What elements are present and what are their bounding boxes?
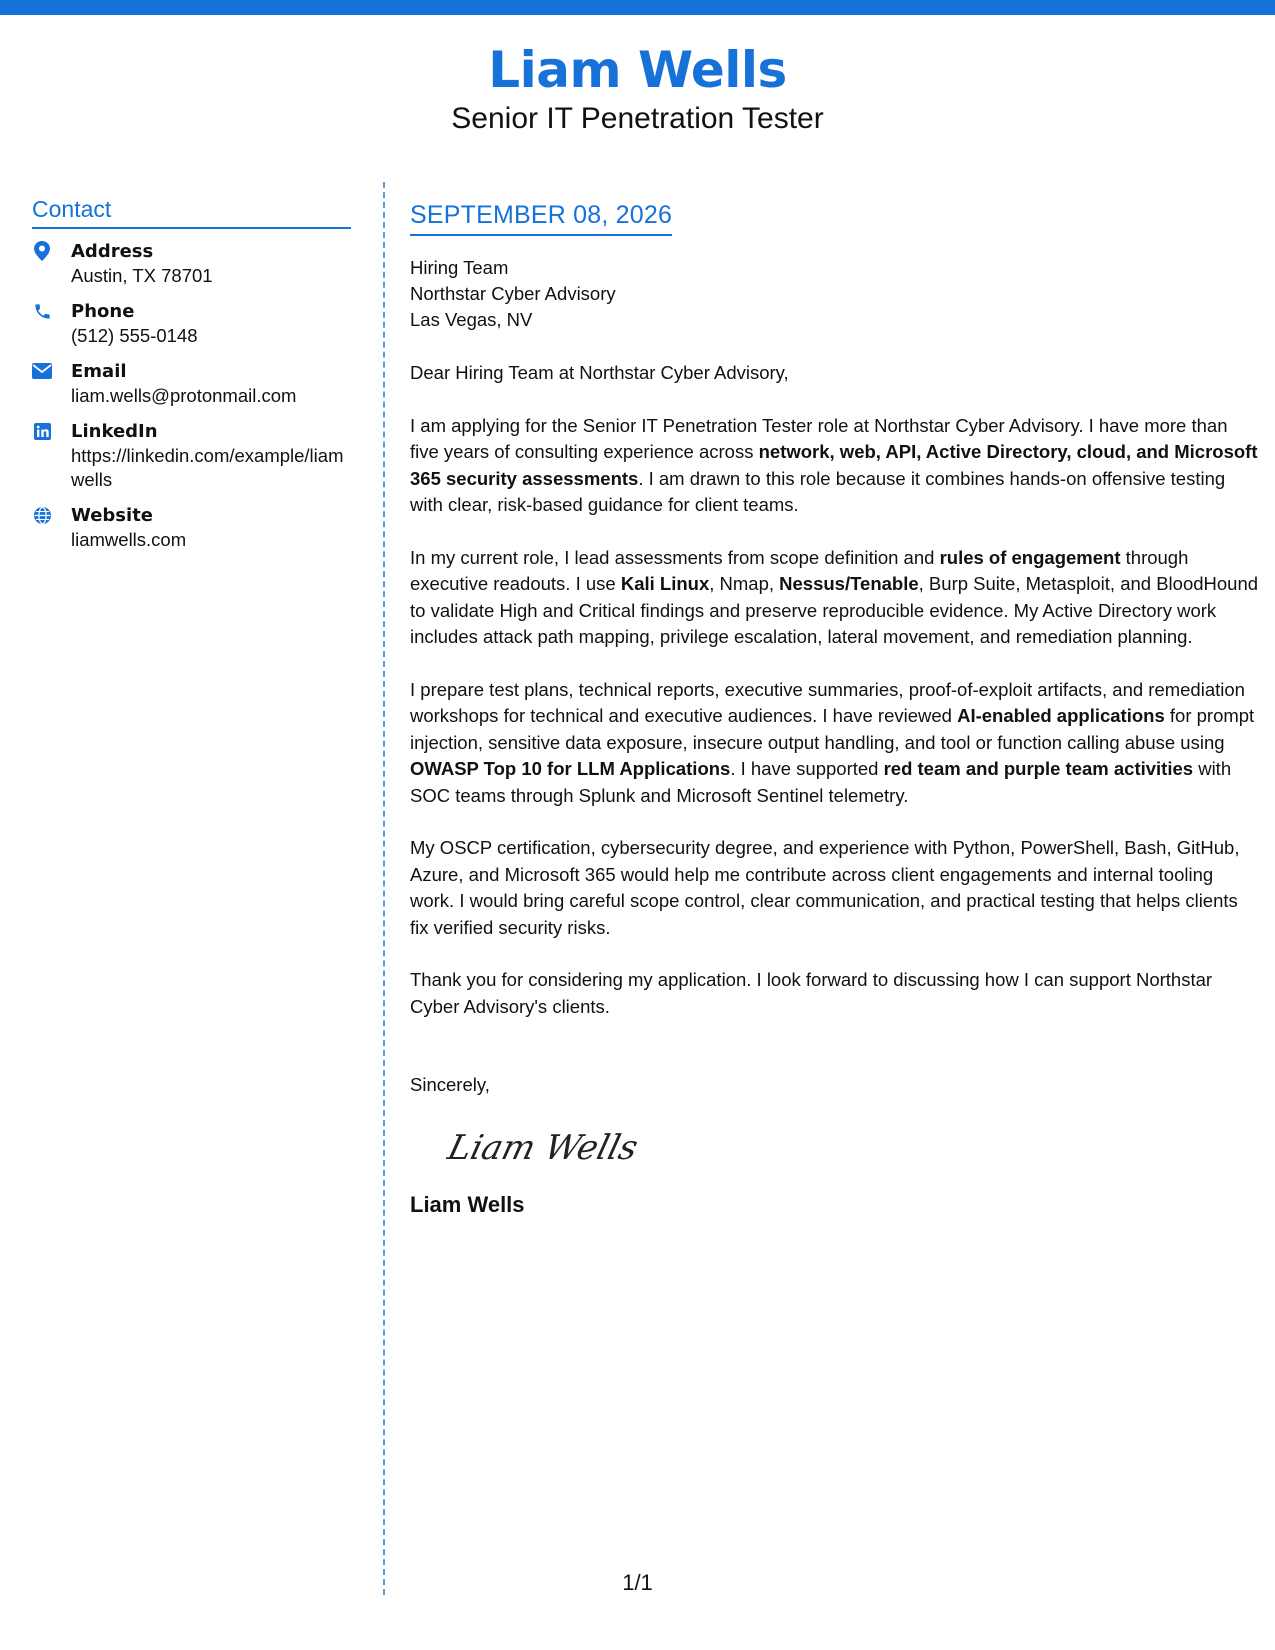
signature-text: Liam Wells [446, 1127, 642, 1168]
sidebar [32, 194, 351, 563]
paragraph-text: with SOC teams through Splunk and Microsoft Sentinel telemetry. [410, 758, 1232, 806]
handwritten-signature [446, 1119, 1260, 1179]
linkedin-icon [32, 421, 52, 441]
contact-label: LinkedIn [71, 421, 158, 442]
globe-icon [32, 505, 52, 525]
paragraph-text: for prompt injection, sensitive data exposure, insecure output handling, and tool or function calling abuse using [410, 705, 1255, 753]
contact-label: Email [71, 361, 127, 382]
signer-name: Liam Wells [410, 1191, 525, 1217]
paragraph-text: , Burp Suite, Metasploit, and BloodHound to validate High and Critical findings and preserve reproducible evidence. My Active Directory work includes attack path mapping, privilege escalation, lateral movement, and remediation planning. [410, 573, 1259, 647]
top-accent-bar [0, 0, 1275, 15]
recipient-line: Las Vegas, NV [410, 309, 533, 330]
header [0, 40, 1275, 138]
column-divider [383, 182, 385, 1595]
contact-linkedin [32, 419, 351, 492]
emphasized-text: red team and purple team activities [883, 758, 1194, 779]
letter-date: SEPTEMBER 08, 2026 [410, 198, 672, 236]
contact-phone [32, 299, 351, 348]
closing: Sincerely, [410, 1074, 490, 1095]
email-value: liam.wells@protonmail.com [71, 385, 297, 406]
body-paragraph [410, 835, 1260, 941]
emphasized-text: network, web, API, Active Directory, cloud, and Microsoft 365 security assessments [410, 441, 1258, 489]
contact-website [32, 503, 351, 552]
emphasized-text: rules of engagement [939, 546, 1121, 568]
applicant-name: Liam Wells [488, 41, 787, 99]
address-value: Austin, TX 78701 [71, 265, 213, 286]
contact-email [32, 359, 351, 408]
emphasized-text: AI-enabled applications [957, 705, 1165, 726]
paragraph-text: through executive readouts. I use [410, 546, 1189, 594]
emphasized-text: Nessus/Tenable [779, 573, 919, 594]
paragraph-text: . I have supported [730, 758, 884, 779]
website-value: liamwells.com [71, 529, 187, 550]
phone-icon [32, 301, 52, 321]
contact-list [32, 239, 351, 552]
body-paragraph [410, 677, 1260, 810]
phone-value: (512) 555-0148 [71, 325, 198, 346]
body-paragraph [410, 967, 1260, 1020]
envelope-icon [32, 361, 52, 381]
paragraph-text: . I am drawn to this role because it combines hands-on offensive testing with clear, risk-based guidance for client teams. [410, 467, 1226, 515]
map-pin-icon [32, 241, 52, 261]
emphasized-text: Kali Linux [620, 573, 710, 594]
recipient-block [410, 255, 1260, 333]
paragraph-text: My OSCP certification, cybersecurity degree, and experience with Python, PowerShell, Bash, GitHub, Azure, and Microsoft 365 would help me contribute across client engagements and internal tooling work. I would bring careful scope control, clear communication, and practical testing that helps clients fix verified security risks. [410, 837, 1240, 938]
paragraph-text: I prepare test plans, technical reports, executive summaries, proof-of-exploit artifacts, and remediation workshops for technical and executive audiences. I have reviewed [410, 678, 1245, 726]
letter-body [410, 198, 1260, 1219]
emphasized-text: OWASP Top 10 for LLM Applications [410, 758, 731, 779]
contact-label: Address [71, 241, 154, 262]
paragraph-text: , Nmap, [709, 573, 780, 594]
job-title: Senior IT Penetration Tester [451, 102, 824, 135]
paragraph-text: In my current role, I lead assessments from scope definition and [410, 546, 940, 568]
recipient-line: Northstar Cyber Advisory [410, 283, 616, 304]
body-paragraph [410, 413, 1260, 519]
contact-heading: Contact [32, 194, 351, 229]
body-paragraph [410, 545, 1260, 651]
contact-label: Website [71, 505, 154, 526]
contact-label: Phone [71, 301, 135, 322]
page-number: 1/1 [622, 1570, 653, 1595]
contact-address [32, 239, 351, 288]
paragraph-text: Thank you for considering my application. I look forward to discussing how I can support Northstar Cyber Advisory's clients. [410, 969, 1213, 1017]
recipient-line: Hiring Team [410, 257, 509, 278]
paragraph-text: I am applying for the Senior IT Penetration Tester role at Northstar Cyber Advisory. I have more than five years of consulting experience across [410, 414, 1228, 462]
linkedin-value: https://linkedin.com/example/liamwells [71, 445, 344, 490]
salutation: Dear Hiring Team at Northstar Cyber Advisory, [410, 362, 789, 383]
